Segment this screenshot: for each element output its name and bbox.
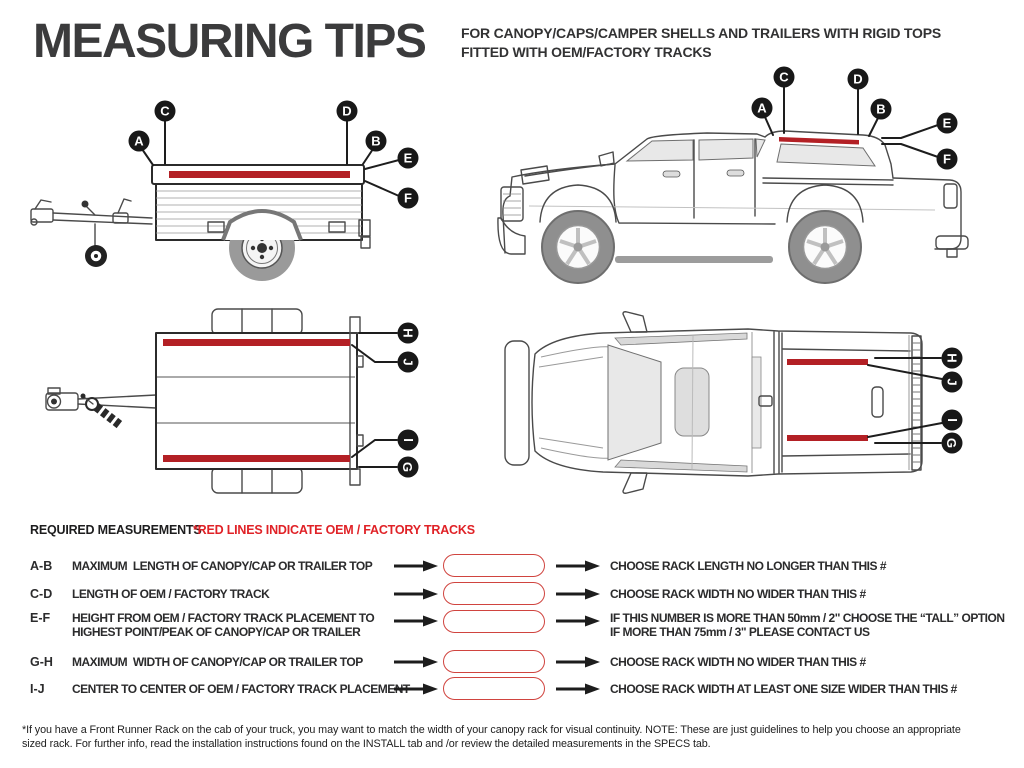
arrow-right-icon [556,588,600,600]
callout-letter: H [944,353,960,363]
callout-j [398,352,419,373]
callout-f [937,149,958,170]
callout-h [942,348,963,369]
callout-g [942,433,963,454]
callout-e [937,113,958,134]
measure-key-ab: A-B [30,559,53,573]
callout-letter: B [876,101,886,117]
callout-a [752,98,773,119]
arrow-right-icon [556,683,600,695]
footnote-line-1: *If you have a Front Runner Rack on the cab of your truck, you may want to match the width of your canopy rack for visual continuity. NOTE: These are just guidelines to help you choose an appropriate [22,724,961,736]
arrow-right-icon [394,683,438,695]
measure-result: IF MORE THAN 75mm / 3" PLEASE CONTACT US [610,625,870,639]
arrow-right-icon [394,588,438,600]
callout-letter: E [403,150,413,166]
callout-letter: B [371,133,381,149]
arrow-right-icon [394,615,438,627]
footnote [22,724,1010,751]
callout-letter: C [779,69,789,85]
page-subtitle [461,24,941,62]
truck-top-drawing [495,305,1010,510]
callout-d [337,101,358,122]
front-wheel [542,211,614,283]
measure-desc: HEIGHT FROM OEM / FACTORY TRACK PLACEMENT TO [72,611,375,625]
callout-h [398,323,419,344]
value-pill[interactable] [443,677,545,700]
measure-desc: CENTER TO CENTER OF OEM / FACTORY TRACK PLACEMENT [72,682,410,696]
measure-desc: MAXIMUM LENGTH OF CANOPY/CAP OR TRAILER TOP [72,559,373,573]
measure-result: CHOOSE RACK LENGTH NO LONGER THAN THIS # [610,559,887,573]
subtitle-line-2: FITTED WITH OEM/FACTORY TRACKS [461,44,712,60]
callout-letter: A [134,133,144,149]
oem-track-line [787,359,868,365]
callout-g [398,457,419,478]
value-pill[interactable] [443,650,545,673]
callout-c [155,101,176,122]
rear-wheel [789,211,861,283]
measure-key-ij: I-J [30,682,45,696]
callout-letter: G [400,461,416,473]
measure-key-cd: C-D [30,587,53,601]
measure-key-gh: G-H [30,655,53,669]
measure-desc: HIGHEST POINT/PEAK OF CANOPY/CAP OR TRAILER [72,625,361,639]
arrow-right-icon [556,656,600,668]
callout-letter: A [757,100,767,116]
value-pill[interactable] [443,582,545,605]
oem-track-line [169,171,350,178]
callout-a [129,131,150,152]
measure-result: CHOOSE RACK WIDTH NO WIDER THAN THIS # [610,655,866,669]
oem-track-line [163,455,350,462]
arrow-right-icon [394,656,438,668]
trailer-top-drawing [20,305,440,505]
callout-letter: F [943,151,951,167]
value-pill[interactable] [443,610,545,633]
callout-letter: G [944,437,960,449]
value-pill[interactable] [443,554,545,577]
callout-i [398,430,419,451]
trailer-top-view [20,305,440,505]
truck-top-view [495,305,1010,510]
truck-side-drawing [495,60,1015,305]
measure-result: IF THIS NUMBER IS MORE THAN 50mm / 2" CHOOSE THE “TALL” OPTION [610,611,1005,625]
trailer-side-view [25,85,440,300]
callout-b [871,99,892,120]
arrow-right-icon [394,560,438,572]
callout-i [942,410,963,431]
callout-letter: D [342,103,352,119]
red-lines-note: *RED LINES INDICATE OEM / FACTORY TRACKS [193,523,475,537]
oem-track-line [779,137,859,145]
callout-b [366,131,387,152]
oem-track-line [163,339,350,346]
trailer-side-drawing [25,85,440,300]
measure-desc: MAXIMUM WIDTH OF CANOPY/CAP OR TRAILER TOP [72,655,363,669]
callout-c [774,67,795,88]
measure-key-ef: E-F [30,611,51,625]
measure-result: CHOOSE RACK WIDTH NO WIDER THAN THIS # [610,587,866,601]
callout-j [942,372,963,393]
callout-letter: F [404,190,412,206]
measure-desc: LENGTH OF OEM / FACTORY TRACK [72,587,270,601]
measure-result: CHOOSE RACK WIDTH AT LEAST ONE SIZE WIDER THAN THIS # [610,682,957,696]
callout-letter: I [400,438,416,442]
callout-e [398,148,419,169]
callout-letter: I [944,418,960,422]
callout-letter: C [160,103,170,119]
callout-f [398,188,419,209]
callout-d [848,69,869,90]
page-title: MEASURING TIPS [33,15,426,68]
footnote-line-2: sized rack. For further info, read the installation instructions found on the INSTALL tab and /or review the detailed measurements in the SPECS tab. [22,737,711,750]
callout-letter: J [400,358,416,366]
subtitle-line-1: FOR CANOPY/CAPS/CAMPER SHELLS AND TRAILERS WITH RIGID TOPS [461,25,941,41]
arrow-right-icon [556,615,600,627]
oem-track-line [787,435,868,441]
arrow-right-icon [556,560,600,572]
callout-letter: J [944,378,960,386]
required-measurements-label: REQUIRED MEASUREMENTS [30,523,202,537]
truck-side-view [495,60,1015,305]
callout-letter: H [400,328,416,338]
callout-letter: D [853,71,863,87]
callout-letter: E [942,115,952,131]
